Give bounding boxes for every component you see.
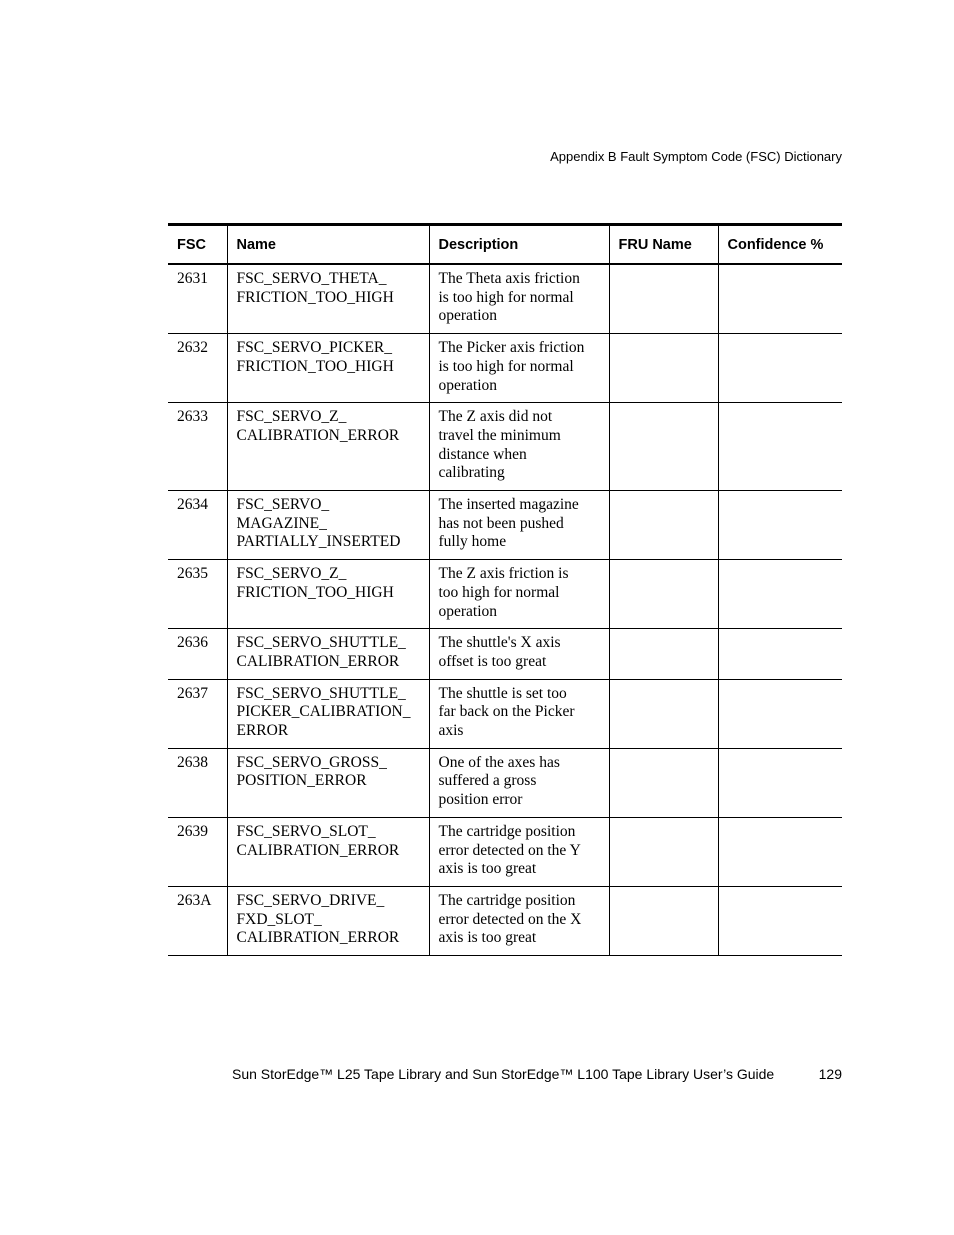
- fsc-code-cell: 2634: [177, 496, 208, 514]
- description-cell: The Picker axis friction is too high for normal operation: [429, 334, 609, 403]
- description-cell: The cartridge position error detected on the X axis is too great: [429, 886, 609, 955]
- fsc-name-cell: FSC_SERVO_SLOT_ CALIBRATION_ERROR: [227, 817, 429, 886]
- column-header-name: Name: [227, 225, 429, 265]
- description-cell: The Z axis friction is too high for normal operation: [429, 560, 609, 629]
- table-row: [168, 491, 842, 560]
- table-row: [168, 886, 842, 955]
- fsc-name-cell: FSC_SERVO_GROSS_ POSITION_ERROR: [227, 748, 429, 817]
- column-header-fsc: FSC: [177, 236, 206, 253]
- fsc-code-cell: 2637: [177, 684, 208, 702]
- confidence-cell: [718, 748, 842, 817]
- description-cell: The shuttle's X axis offset is too great: [429, 629, 609, 679]
- fsc-name-cell: FSC_SERVO_DRIVE_ FXD_SLOT_ CALIBRATION_ERROR: [227, 886, 429, 955]
- description-cell: The Theta axis friction is too high for normal operation: [429, 264, 609, 334]
- table-header-row: [168, 225, 842, 265]
- confidence-cell: [718, 679, 842, 748]
- fsc-code-cell: 2636: [177, 634, 208, 652]
- fru-name-cell: [609, 264, 718, 334]
- running-header: Appendix B Fault Symptom Code (FSC) Dictionary: [550, 149, 842, 164]
- fru-name-cell: [609, 560, 718, 629]
- table-row: [168, 679, 842, 748]
- column-header-fru-name: FRU Name: [609, 225, 718, 265]
- fsc-name-cell: FSC_SERVO_Z_ FRICTION_TOO_HIGH: [227, 560, 429, 629]
- fru-name-cell: [609, 817, 718, 886]
- table-row: [168, 629, 842, 679]
- fsc-code-cell: 2638: [177, 753, 208, 771]
- confidence-cell: [718, 817, 842, 886]
- table-row: [168, 817, 842, 886]
- description-cell: One of the axes has suffered a gross position error: [429, 748, 609, 817]
- description-cell: The shuttle is set too far back on the Picker axis: [429, 679, 609, 748]
- table-row: [168, 748, 842, 817]
- description-cell: The Z axis did not travel the minimum distance when calibrating: [429, 403, 609, 491]
- confidence-cell: [718, 334, 842, 403]
- fru-name-cell: [609, 886, 718, 955]
- fsc-name-cell: FSC_SERVO_THETA_ FRICTION_TOO_HIGH: [227, 264, 429, 334]
- fru-name-cell: [609, 679, 718, 748]
- confidence-cell: [718, 886, 842, 955]
- fru-name-cell: [609, 491, 718, 560]
- column-header-confidence: Confidence %: [718, 225, 842, 265]
- column-header-description: Description: [429, 225, 609, 265]
- confidence-cell: [718, 491, 842, 560]
- fsc-code-cell: 2635: [177, 565, 208, 583]
- fsc-code-cell: 2633: [177, 408, 208, 426]
- fsc-name-cell: FSC_SERVO_ MAGAZINE_ PARTIALLY_INSERTED: [227, 491, 429, 560]
- fsc-code-cell: 2632: [177, 339, 208, 357]
- page-number: 129: [818, 1066, 842, 1082]
- fsc-code-cell: 2631: [177, 270, 208, 287]
- fsc-name-cell: FSC_SERVO_PICKER_ FRICTION_TOO_HIGH: [227, 334, 429, 403]
- confidence-cell: [718, 560, 842, 629]
- fsc-code-cell: 2639: [177, 822, 208, 840]
- confidence-cell: [718, 629, 842, 679]
- table-row: [168, 403, 842, 491]
- fru-name-cell: [609, 334, 718, 403]
- fru-name-cell: [609, 629, 718, 679]
- fsc-name-cell: FSC_SERVO_Z_ CALIBRATION_ERROR: [227, 403, 429, 491]
- description-cell: The inserted magazine has not been pushed fully home: [429, 491, 609, 560]
- confidence-cell: [718, 403, 842, 491]
- confidence-cell: [718, 264, 842, 334]
- fru-name-cell: [609, 403, 718, 491]
- table-row: [168, 334, 842, 403]
- table-row: [168, 264, 842, 334]
- running-footer: Sun StorEdge™ L25 Tape Library and Sun StorEdge™ L100 Tape Library User’s Guide: [232, 1066, 775, 1082]
- fru-name-cell: [609, 748, 718, 817]
- fsc-table: [168, 223, 842, 956]
- fsc-code-cell: 263A: [177, 891, 212, 909]
- fsc-name-cell: FSC_SERVO_SHUTTLE_ CALIBRATION_ERROR: [227, 629, 429, 679]
- description-cell: The cartridge position error detected on the Y axis is too great: [429, 817, 609, 886]
- fsc-name-cell: FSC_SERVO_SHUTTLE_ PICKER_CALIBRATION_ ERROR: [227, 679, 429, 748]
- table-row: [168, 560, 842, 629]
